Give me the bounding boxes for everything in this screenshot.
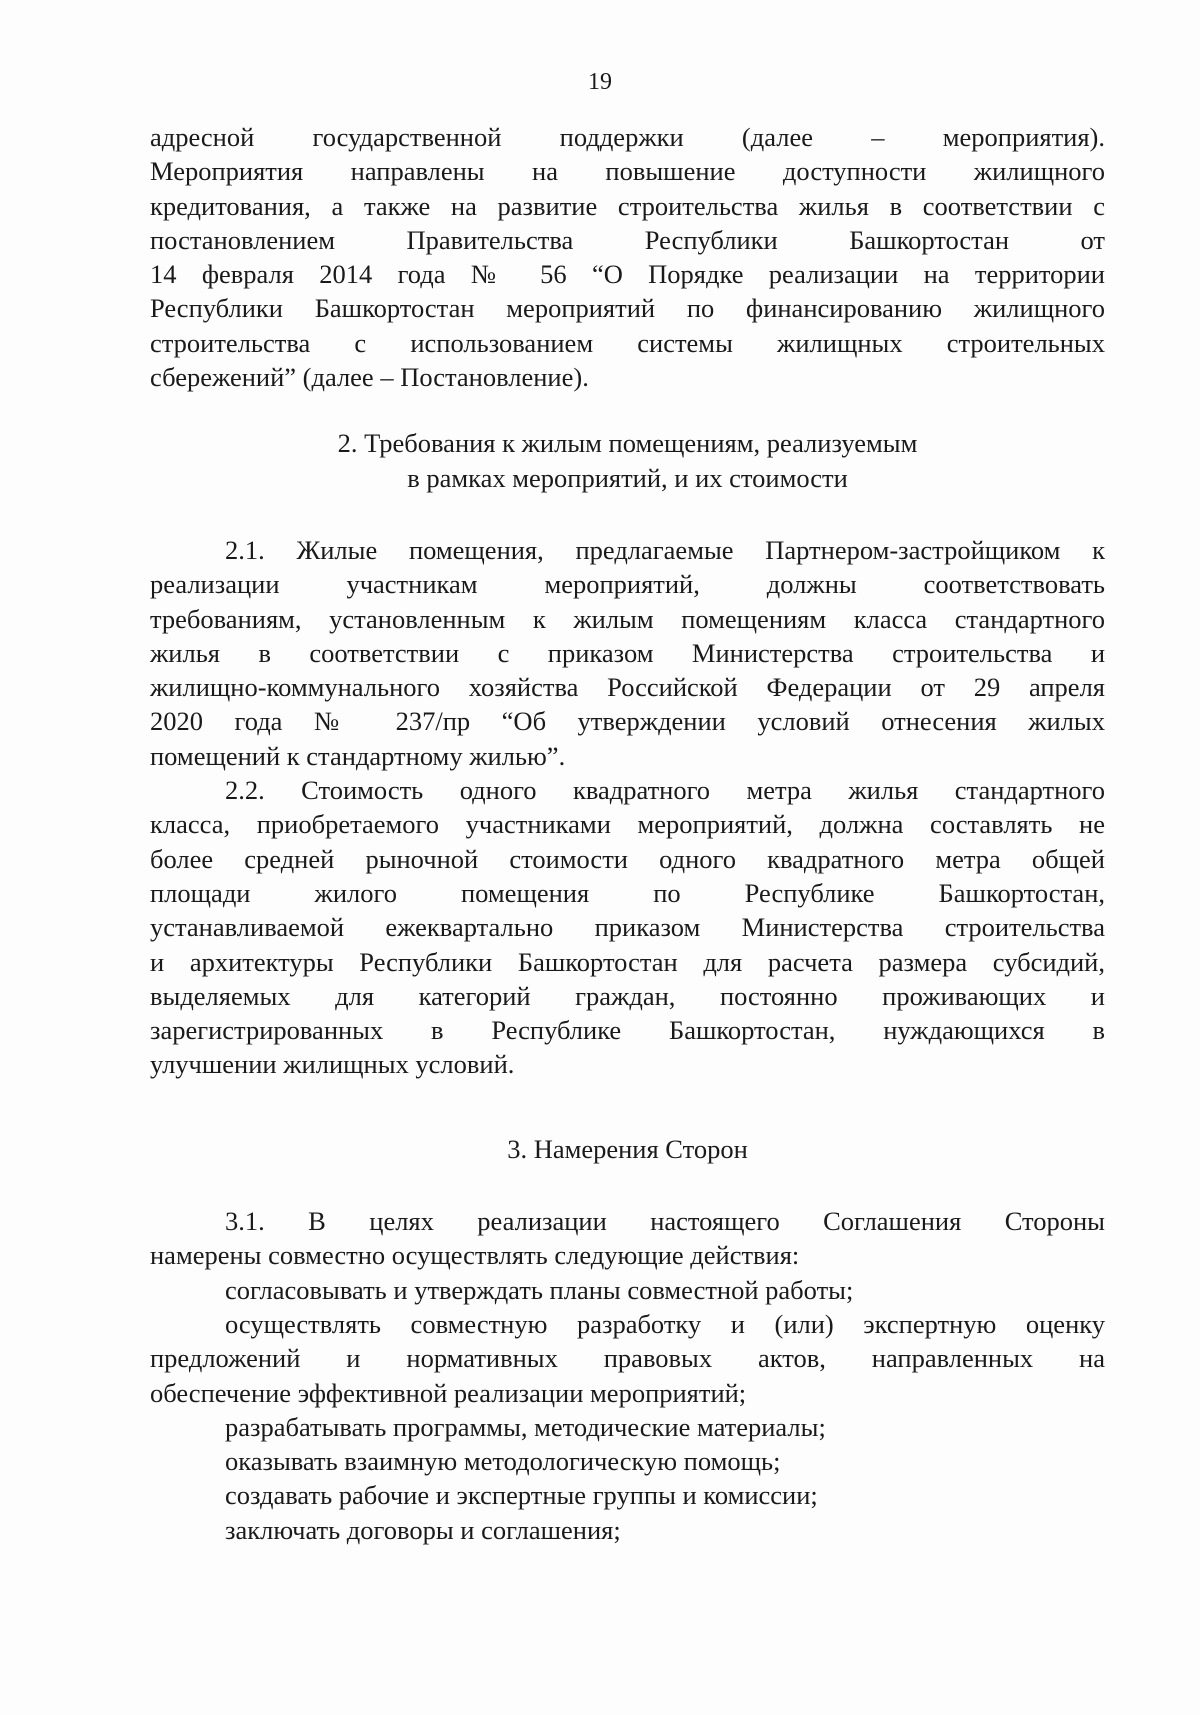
intro-paragraph	[150, 120, 1105, 394]
heading-line: 2. Требования к жилым помещениям, реализуемым	[337, 428, 918, 459]
text-line: и архитектуры Республики Башкортостан для расчета размера субсидий,	[150, 946, 1105, 977]
text-line: выделяемых для категорий граждан, постоянно проживающих и	[150, 980, 1105, 1011]
text-line: более средней рыночной стоимости одного квадратного метра общей	[150, 843, 1105, 874]
text-line: 2020 года № 237/пр “Об утверждении условий отнесения жилых	[150, 706, 1105, 737]
text-line: сбережений” (далее – Постановление).	[150, 362, 589, 393]
text-line: намерены совместно осуществлять следующие действия:	[150, 1240, 800, 1271]
heading-line: в рамках мероприятий, и их стоимости	[407, 462, 848, 493]
text-line: согласовывать и утверждать планы совместной работы;	[225, 1274, 854, 1305]
text-line: обеспечение эффективной реализации мероприятий;	[150, 1377, 747, 1408]
text-line: Республики Башкортостан мероприятий по финансированию жилищного	[150, 293, 1105, 324]
text-line: 2.2. Стоимость одного квадратного метра жилья стандартного	[225, 775, 1105, 806]
list-item	[150, 1478, 1105, 1512]
paragraph-2-2	[150, 773, 1105, 1082]
text-line: оказывать взаимную методологическую помощь;	[225, 1446, 781, 1477]
text-line: разрабатывать программы, методические материалы;	[225, 1411, 826, 1442]
document-body	[150, 120, 1105, 1547]
text-line: реализации участникам мероприятий, должны соответствовать	[150, 569, 1105, 600]
list-item	[150, 1410, 1105, 1444]
text-line: устанавливаемой ежеквартально приказом Министерства строительства	[150, 912, 1105, 943]
list-item	[150, 1273, 1105, 1307]
list-item	[150, 1307, 1105, 1410]
text-line: 14 февраля 2014 года № 56 “О Порядке реализации на территории	[150, 259, 1105, 290]
text-line: улучшении жилищных условий.	[150, 1049, 515, 1080]
text-line: Мероприятия направлены на повышение доступности жилищного	[150, 156, 1105, 187]
text-line: создавать рабочие и экспертные группы и комиссии;	[225, 1480, 818, 1511]
section-3-heading: 3. Намерения Сторон	[507, 1133, 748, 1164]
paragraph-3-1	[150, 1204, 1105, 1273]
text-line: кредитования, а также на развитие строительства жилья в соответствии с	[150, 190, 1105, 221]
paragraph-2-1	[150, 533, 1105, 773]
text-line: помещений к стандартному жилью”.	[150, 740, 566, 771]
page-number: 19	[588, 69, 612, 95]
list-item	[150, 1513, 1105, 1547]
list-item	[150, 1444, 1105, 1478]
text-line: адресной государственной поддержки (далее – мероприятия).	[150, 122, 1105, 152]
text-line: жилья в соответствии с приказом Министерства строительства и	[150, 637, 1105, 668]
text-line: постановлением Правительства Республики Башкортостан от	[150, 224, 1105, 255]
text-line: зарегистрированных в Республике Башкортостан, нуждающихся в	[150, 1015, 1105, 1046]
text-line: 2.1. Жилые помещения, предлагаемые Партнером-застройщиком к	[225, 534, 1105, 565]
text-line: предложений и нормативных правовых актов, направленных на	[150, 1343, 1105, 1374]
text-line: 3.1. В целях реализации настоящего Соглашения Стороны	[225, 1206, 1105, 1237]
text-line: осуществлять совместную разработку и (или) экспертную оценку	[225, 1308, 1105, 1339]
text-line: требованиям, установленным к жилым помещениям класса стандартного	[150, 603, 1105, 634]
text-line: строительства с использованием системы жилищных строительных	[150, 327, 1105, 358]
text-line: класса, приобретаемого участниками мероприятий, должна составлять не	[150, 809, 1105, 840]
text-line: заключать договоры и соглашения;	[225, 1514, 621, 1545]
text-line: жилищно-коммунального хозяйства Российской Федерации от 29 апреля	[150, 672, 1105, 703]
text-line: площади жилого помещения по Республике Башкортостан,	[150, 877, 1105, 908]
section-2-heading	[150, 426, 1105, 495]
